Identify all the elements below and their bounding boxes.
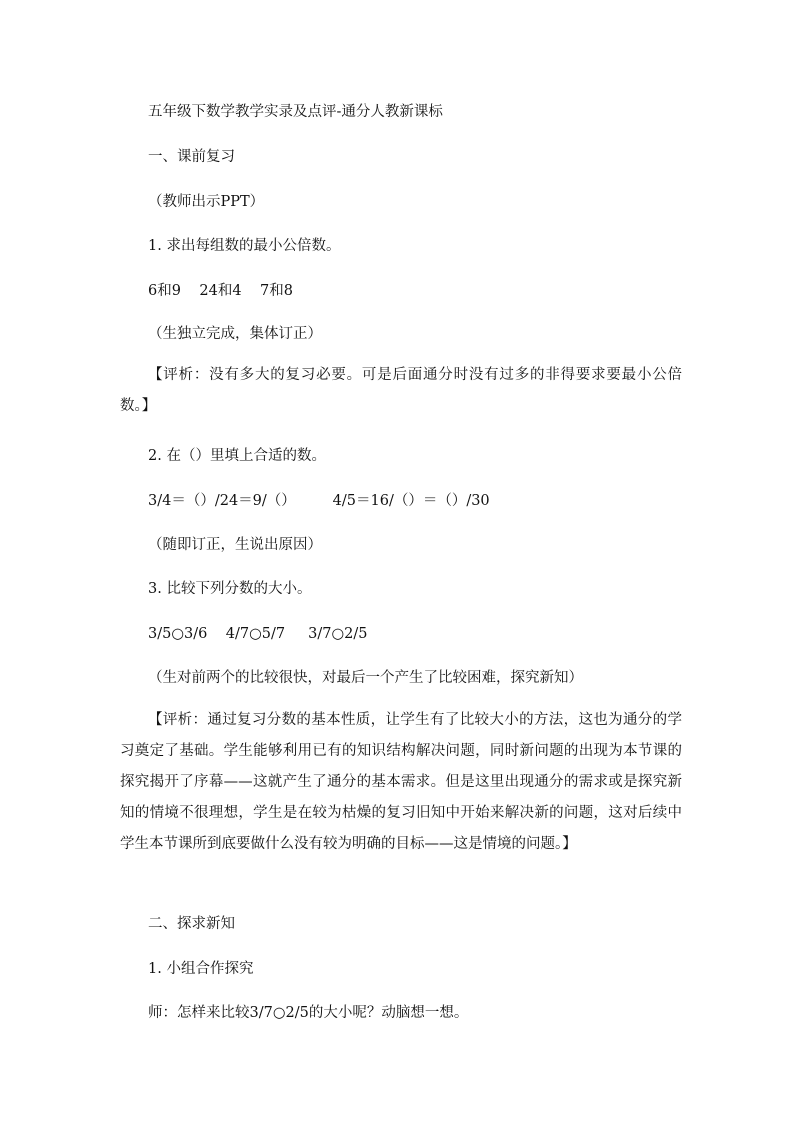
subsection-group-work: 1. 小组合作探究 [148,961,254,977]
commentary-1: 【评析：没有多大的复习必要。可是后面通分时没有过多的非得要求要最小公倍数。】 [120,367,682,414]
question-1-numbers: 6和9 24和4 7和8 [148,283,293,299]
document-title: 五年级下数学教学实录及点评-通分人教新课标 [148,104,443,120]
paragraph-teacher-ppt: （教师出示PPT） [148,194,265,210]
question-2: 2. 在（）里填上合适的数。 [148,448,326,464]
question-2-fractions: 3/4＝（）/24＝9/（） 4/5＝16/（）＝（）/30 [148,493,490,509]
question-3: 3. 比较下列分数的大小。 [148,581,312,597]
section-heading-review: 一、课前复习 [148,149,235,165]
paragraph-student-complete: （生独立完成，集体订正） [148,326,322,342]
paragraph-student-comparison: （生对前两个的比较很快，对最后一个产生了比较困难，探究新知） [148,670,583,686]
question-3-comparisons: 3/5○3/6 4/7○5/7 3/7○2/5 [148,626,368,642]
commentary-2: 【评析：通过复习分数的基本性质，让学生有了比较大小的方法，这也为通分的学习奠定了基础。学生能够利用已有的知识结构解决问题，同时新问题的出现为本节课的探究揭开了序幕——这就产生了通分的基本需求。但是这里出现通分的需求或是探究新知的情境不很理想，学生是在较为枯燥的复习旧知中开始来解决新的问题，这对后续中学生本节课所到底要做什么没有较为明确的目标——这是情境的问题。】 [120,712,682,852]
section-heading-explore: 二、探求新知 [148,916,235,932]
question-1: 1. 求出每组数的最小公倍数。 [148,238,341,254]
teacher-question: 师：怎样来比较3/7○2/5的大小呢？动脑想一想。 [148,1005,469,1021]
paragraph-correction: （随即订正，生说出原因） [148,537,322,553]
